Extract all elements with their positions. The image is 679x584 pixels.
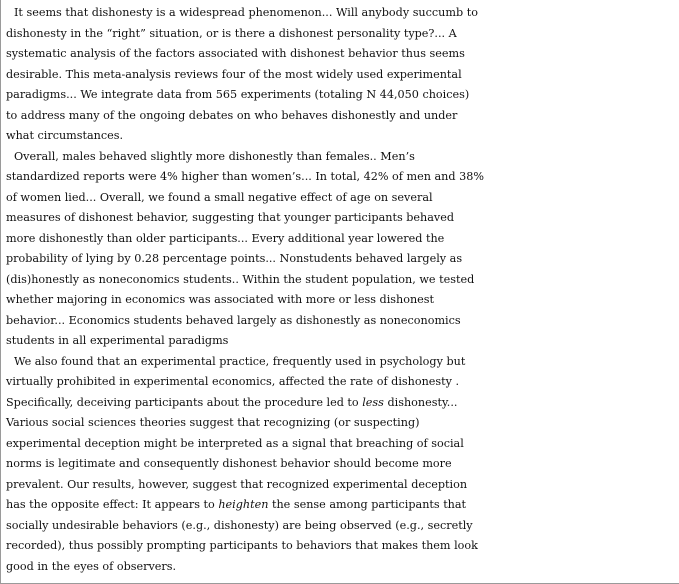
text-line [6, 188, 679, 209]
paragraph-3 [6, 352, 679, 578]
line-text: It seems that dishonesty is a widespread phenomenon... Will anybody succumb to [14, 6, 478, 19]
line-text: desirable. This meta-analysis reviews four of the most widely used experimental [6, 67, 462, 81]
line-text: Specifically, deceiving participants about the procedure led to [6, 395, 363, 409]
line-text: recorded), thus possibly prompting participants to behaviors that makes them look [6, 539, 478, 552]
text-line [6, 413, 679, 434]
text-line [6, 331, 679, 352]
text-line [6, 516, 679, 537]
text-line [6, 352, 679, 373]
emphasis-text: heighten [218, 498, 269, 511]
line-text: socially undesirable behaviors (e.g., dishonesty) are being observed (e.g., secretly [6, 518, 473, 532]
text-line [6, 393, 679, 414]
text-line [6, 475, 679, 496]
line-text: probability of lying by 0.28 percentage points... Nonstudents behaved largely as [6, 252, 463, 265]
line-text: systematic analysis of the factors associated with dishonest behavior thus seems [6, 47, 465, 60]
text-line [6, 290, 679, 311]
text-line [6, 167, 679, 188]
text-line [6, 3, 679, 24]
text-line [6, 249, 679, 270]
line-text: prevalent. Our results, however, suggest that recognized experimental deception [6, 477, 468, 491]
text-line [6, 85, 679, 106]
line-text: dishonesty in the “right” situation, or is there a dishonest personality type?... A [6, 26, 457, 40]
line-text: Various social sciences theories suggest that recognizing (or suspecting) [6, 416, 420, 429]
text-line [6, 106, 679, 127]
line-text: the sense among participants that [268, 498, 467, 511]
text-line [6, 65, 679, 86]
line-text: virtually prohibited in experimental economics, affected the rate of dishonesty . [6, 375, 460, 388]
line-text: We also found that an experimental practice, frequently used in psychology but [14, 354, 466, 368]
line-text: what circumstances. [6, 129, 124, 142]
text-line [6, 372, 679, 393]
text-line [6, 208, 679, 229]
text-line [6, 229, 679, 250]
text-line [6, 454, 679, 475]
emphasis-text: less [362, 395, 384, 409]
line-text: dishonesty... [383, 395, 458, 409]
line-text: whether majoring in economics was associated with more or less dishonest [6, 293, 435, 306]
line-text: measures of dishonest behavior, suggesting that younger participants behaved [6, 211, 454, 224]
paragraph-2 [6, 147, 679, 352]
line-text: (dis)honestly as noneconomics students.. Within the student population, we tested [6, 272, 475, 286]
line-text: behavior... Economics students behaved largely as dishonestly as noneconomics [6, 313, 461, 327]
line-text: students in all experimental paradigms [6, 334, 229, 347]
line-text: good in the eyes of observers. [6, 559, 177, 573]
text-line [6, 24, 679, 45]
line-text: standardized reports were 4% higher than women’s... In total, 42% of men and 38% [6, 170, 484, 183]
text-line [6, 147, 679, 168]
text-line [6, 126, 679, 147]
line-text: to address many of the ongoing debates on who behaves dishonestly and under [6, 108, 458, 122]
line-text: Overall, males behaved slightly more dishonestly than females.. Men’s [14, 149, 415, 163]
text-line [6, 311, 679, 332]
line-text: has the opposite effect: It appears to [6, 498, 219, 511]
text-line [6, 557, 679, 578]
text-line [6, 536, 679, 557]
line-text: paradigms... We integrate data from 565 experiments (totaling N 44,050 choices) [6, 88, 470, 101]
line-text: more dishonestly than older participants... Every additional year lowered the [6, 231, 445, 245]
text-line [6, 270, 679, 291]
line-text: experimental deception might be interpreted as a signal that breaching of social [6, 436, 464, 450]
text-line [6, 44, 679, 65]
text-line [6, 495, 679, 516]
line-text: of women lied... Overall, we found a small negative effect of age on several [6, 190, 433, 204]
line-text: norms is legitimate and consequently dishonest behavior should become more [6, 457, 452, 470]
paragraph-1 [6, 3, 679, 147]
text-line [6, 434, 679, 455]
